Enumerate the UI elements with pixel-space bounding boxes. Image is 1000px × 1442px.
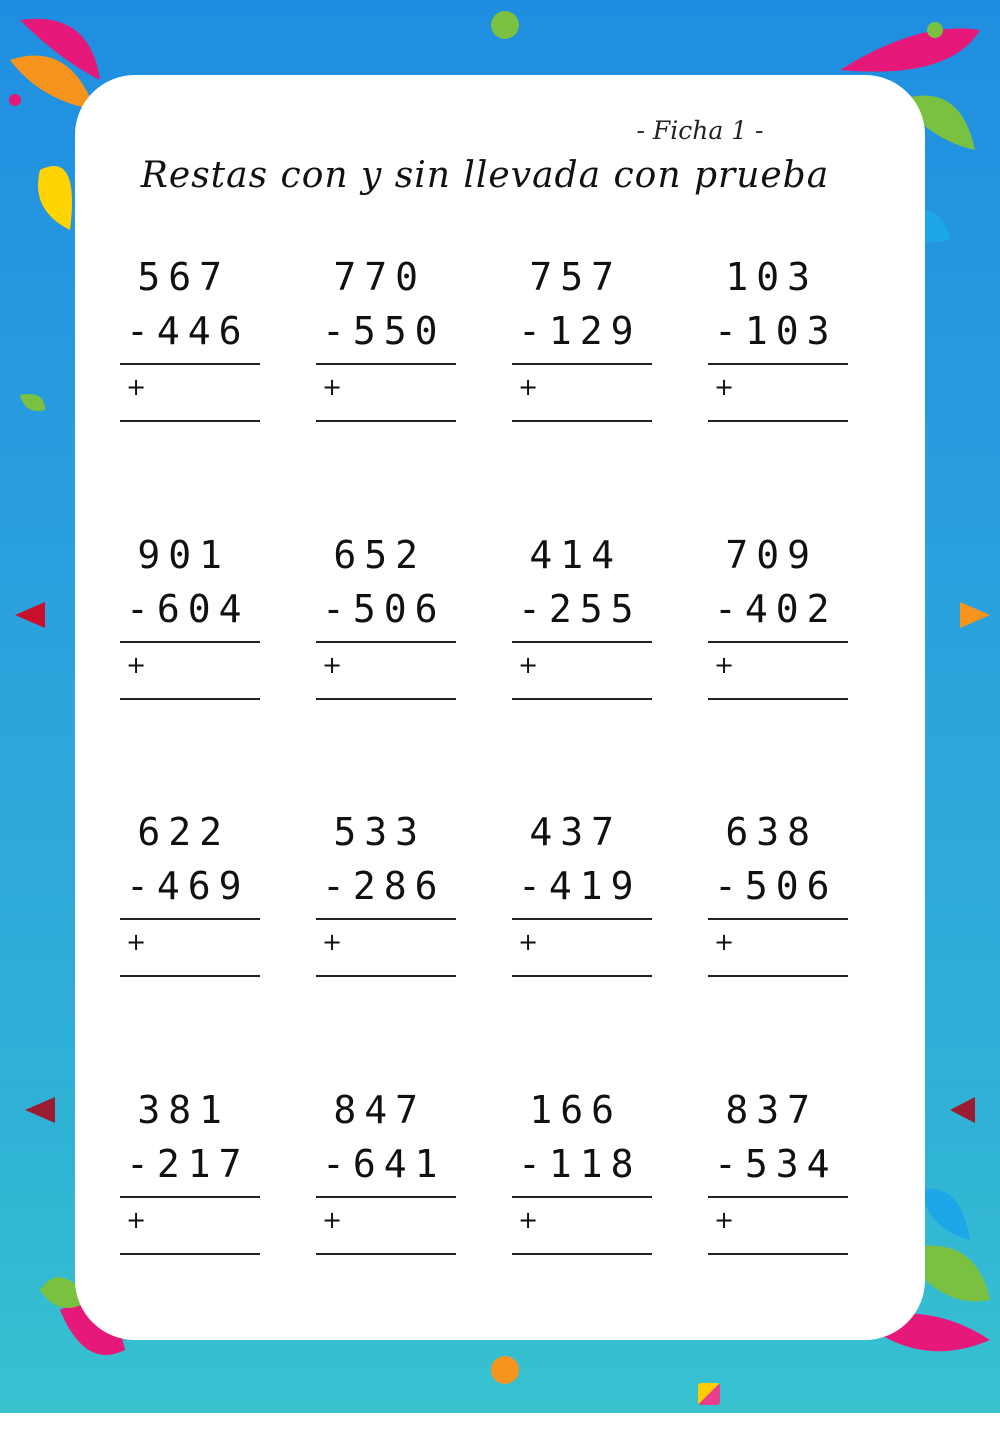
- proof-line[interactable]: [120, 975, 260, 977]
- proof-plus-sign: +: [714, 928, 735, 956]
- proof-plus-sign: +: [714, 373, 735, 401]
- minuend: 770: [333, 255, 426, 299]
- logo-icon: [698, 1383, 720, 1405]
- result-line[interactable]: [512, 1196, 652, 1198]
- result-line[interactable]: [120, 363, 260, 365]
- proof-line[interactable]: [120, 1253, 260, 1255]
- proof-plus-sign: +: [322, 1205, 343, 1234]
- subtrahend: -506: [714, 864, 838, 908]
- proof-line[interactable]: [316, 420, 456, 422]
- subtraction-problem: [120, 255, 260, 455]
- subtraction-problem: [708, 810, 848, 1010]
- result-line[interactable]: [120, 641, 260, 643]
- liveworksheets-logo: [698, 1378, 1000, 1442]
- minuend: 567: [137, 255, 230, 299]
- subtraction-problem: [512, 255, 652, 455]
- proof-line[interactable]: [708, 975, 848, 977]
- result-line[interactable]: [316, 1196, 456, 1198]
- proof-plus-sign: +: [322, 928, 343, 956]
- proof-plus-sign: +: [518, 650, 539, 679]
- minuend: 437: [529, 810, 622, 854]
- proof-line[interactable]: [316, 1253, 456, 1255]
- proof-line[interactable]: [512, 1253, 652, 1255]
- result-line[interactable]: [708, 1196, 848, 1198]
- subtrahend: -286: [322, 864, 446, 908]
- subtrahend: -402: [714, 586, 838, 631]
- proof-line[interactable]: [512, 698, 652, 700]
- subtrahend: -641: [322, 1141, 446, 1186]
- proof-plus-sign: +: [518, 373, 539, 401]
- problem-grid: [120, 255, 860, 1365]
- proof-plus-sign: +: [322, 373, 343, 401]
- subtrahend: -419: [518, 864, 642, 908]
- proof-line[interactable]: [316, 698, 456, 700]
- minuend: 638: [725, 810, 818, 854]
- minuend: 414: [529, 532, 622, 577]
- subtraction-problem: [708, 1088, 848, 1288]
- subtrahend: -129: [518, 309, 642, 353]
- minuend: 622: [137, 810, 230, 854]
- subtrahend: -103: [714, 309, 838, 353]
- proof-plus-sign: +: [714, 650, 735, 679]
- subtrahend: -217: [126, 1141, 250, 1186]
- result-line[interactable]: [708, 363, 848, 365]
- proof-plus-sign: +: [714, 1205, 735, 1234]
- result-line[interactable]: [316, 641, 456, 643]
- subtrahend: -469: [126, 864, 250, 908]
- subtrahend: -506: [322, 586, 446, 631]
- subtrahend: -604: [126, 586, 250, 631]
- subtraction-problem: [316, 533, 456, 733]
- proof-line[interactable]: [708, 1253, 848, 1255]
- minuend: 652: [333, 532, 426, 577]
- subtrahend: -118: [518, 1141, 642, 1186]
- proof-plus-sign: +: [126, 928, 147, 956]
- proof-line[interactable]: [708, 698, 848, 700]
- subtrahend: -446: [126, 309, 250, 353]
- minuend: 166: [529, 1087, 622, 1132]
- result-line[interactable]: [120, 1196, 260, 1198]
- result-line[interactable]: [708, 641, 848, 643]
- proof-plus-sign: +: [126, 1205, 147, 1234]
- subtraction-problem: [120, 533, 260, 733]
- subtraction-problem: [708, 255, 848, 455]
- proof-plus-sign: +: [322, 650, 343, 679]
- subtrahend: -534: [714, 1141, 838, 1186]
- minuend: 847: [333, 1087, 426, 1132]
- subtraction-problem: [316, 1088, 456, 1288]
- proof-plus-sign: +: [518, 1205, 539, 1234]
- minuend: 533: [333, 810, 426, 854]
- minuend: 103: [725, 255, 818, 299]
- proof-line[interactable]: [512, 420, 652, 422]
- logo-text: LIVEWORKSHEETS: [698, 1410, 975, 1441]
- worksheet-title: Restas con y sin llevada con prueba: [140, 155, 830, 196]
- minuend: 837: [725, 1087, 818, 1132]
- subtraction-problem: [120, 1088, 260, 1288]
- subtraction-problem: [708, 533, 848, 733]
- minuend: 901: [137, 532, 230, 577]
- subtrahend: -255: [518, 586, 642, 631]
- minuend: 381: [137, 1087, 230, 1132]
- proof-plus-sign: +: [126, 373, 147, 401]
- subtraction-problem: [316, 810, 456, 1010]
- proof-line[interactable]: [316, 975, 456, 977]
- minuend: 709: [725, 532, 818, 577]
- proof-plus-sign: +: [518, 928, 539, 956]
- subtrahend: -550: [322, 309, 446, 353]
- result-line[interactable]: [512, 641, 652, 643]
- result-line[interactable]: [120, 918, 260, 920]
- subtraction-problem: [316, 255, 456, 455]
- proof-line[interactable]: [512, 975, 652, 977]
- result-line[interactable]: [512, 918, 652, 920]
- result-line[interactable]: [708, 918, 848, 920]
- subtraction-problem: [512, 1088, 652, 1288]
- sheet-number: - Ficha 1 -: [636, 116, 764, 145]
- result-line[interactable]: [316, 918, 456, 920]
- proof-line[interactable]: [120, 698, 260, 700]
- proof-line[interactable]: [708, 420, 848, 422]
- proof-plus-sign: +: [126, 650, 147, 679]
- subtraction-problem: [120, 810, 260, 1010]
- subtraction-problem: [512, 533, 652, 733]
- result-line[interactable]: [316, 363, 456, 365]
- minuend: 757: [529, 255, 622, 299]
- proof-line[interactable]: [120, 420, 260, 422]
- subtraction-problem: [512, 810, 652, 1010]
- result-line[interactable]: [512, 363, 652, 365]
